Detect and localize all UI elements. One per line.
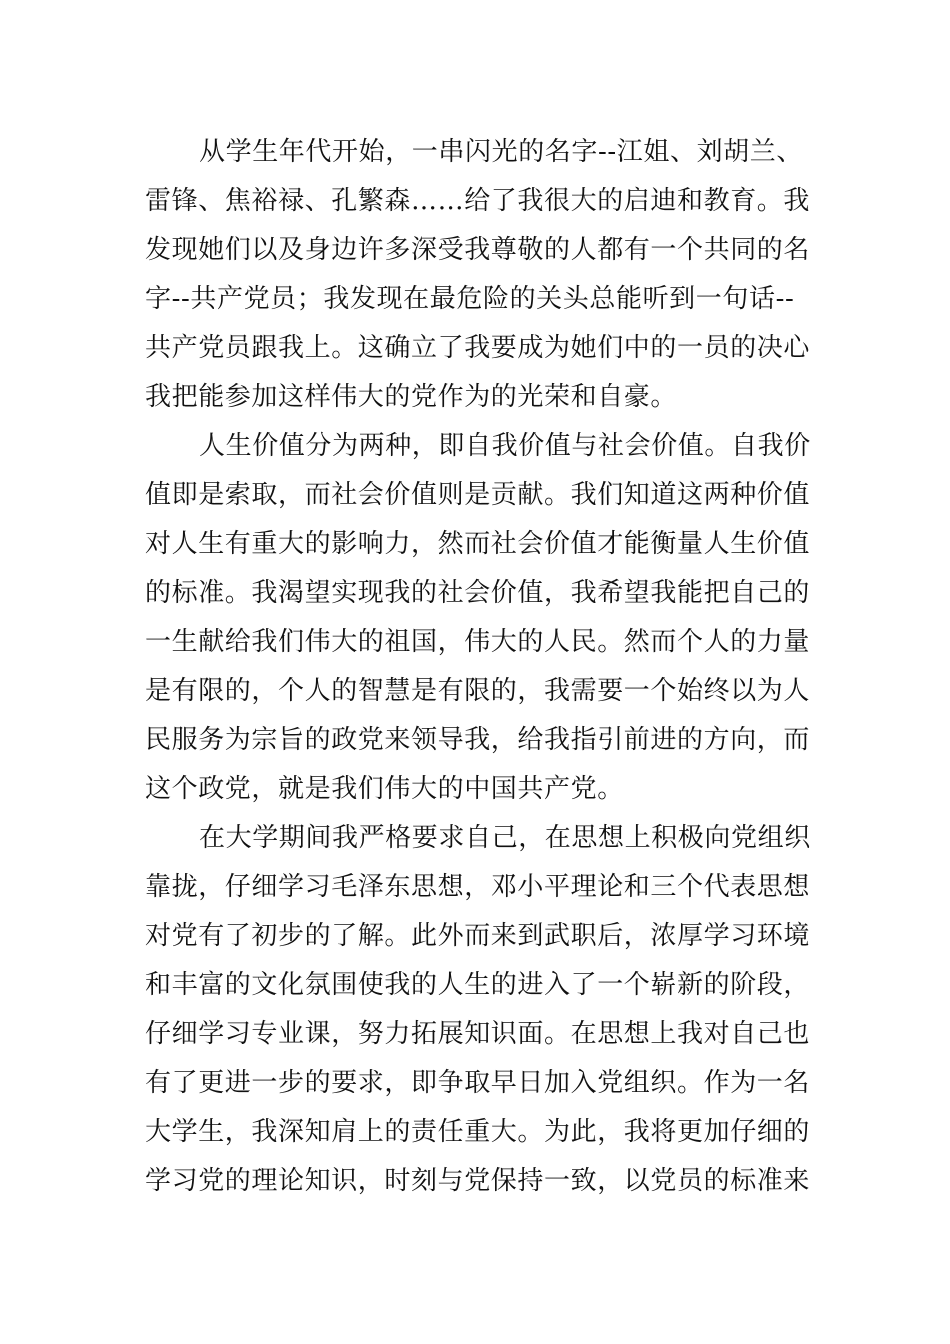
text-line: 字--共产党员；我发现在最危险的关头总能听到一句话--	[145, 284, 795, 314]
text-line: 是有限的，个人的智慧是有限的，我需要一个始终以为人	[145, 676, 811, 706]
paragraph-1	[145, 128, 810, 422]
text-line: 的标准。我渴望实现我的社会价值，我希望我能把自己的	[145, 578, 811, 608]
document-body	[145, 128, 810, 1206]
text-line: 民服务为宗旨的政党来领导我，给我指引前进的方向，而	[145, 725, 811, 755]
text-line: 有了更进一步的要求，即争取早日加入党组织。作为一名	[145, 1068, 811, 1098]
text-line: 仔细学习专业课，努力拓展知识面。在思想上我对自己也	[145, 1019, 811, 1049]
text-line: 共产党员跟我上。这确立了我要成为她们中的一员的决心	[145, 333, 811, 363]
paragraph-3	[145, 814, 810, 1206]
text-line: 和丰富的文化氛围使我的人生的进入了一个崭新的阶段，	[145, 970, 811, 1000]
text-line: 大学生，我深知肩上的责任重大。为此，我将更加仔细的	[145, 1117, 811, 1147]
text-line: 学习党的理论知识，时刻与党保持一致，以党员的标准来	[145, 1166, 811, 1196]
text-line: 我把能参加这样伟大的党作为的光荣和自豪。	[145, 382, 678, 412]
text-line: 雷锋、焦裕禄、孔繁森……给了我很大的启迪和教育。我	[145, 186, 811, 216]
text-line: 对党有了初步的了解。此外而来到武职后，浓厚学习环境	[145, 921, 811, 951]
text-line: 靠拢，仔细学习毛泽东思想，邓小平理论和三个代表思想	[145, 872, 811, 902]
text-line: 在大学期间我严格要求自己，在思想上积极向党组织	[199, 823, 811, 853]
text-line: 值即是索取，而社会价值则是贡献。我们知道这两种价值	[145, 480, 811, 510]
text-line: 对人生有重大的影响力，然而社会价值才能衡量人生价值	[145, 529, 811, 559]
paragraph-2	[145, 422, 810, 814]
text-line: 一生献给我们伟大的祖国，伟大的人民。然而个人的力量	[145, 627, 811, 657]
text-line: 这个政党，就是我们伟大的中国共产党。	[145, 774, 624, 804]
text-line: 发现她们以及身边许多深受我尊敬的人都有一个共同的名	[145, 235, 811, 265]
text-line: 从学生年代开始，一串闪光的名字--江姐、刘胡兰、	[199, 137, 803, 167]
text-line: 人生价值分为两种，即自我价值与社会价值。自我价	[199, 431, 811, 461]
